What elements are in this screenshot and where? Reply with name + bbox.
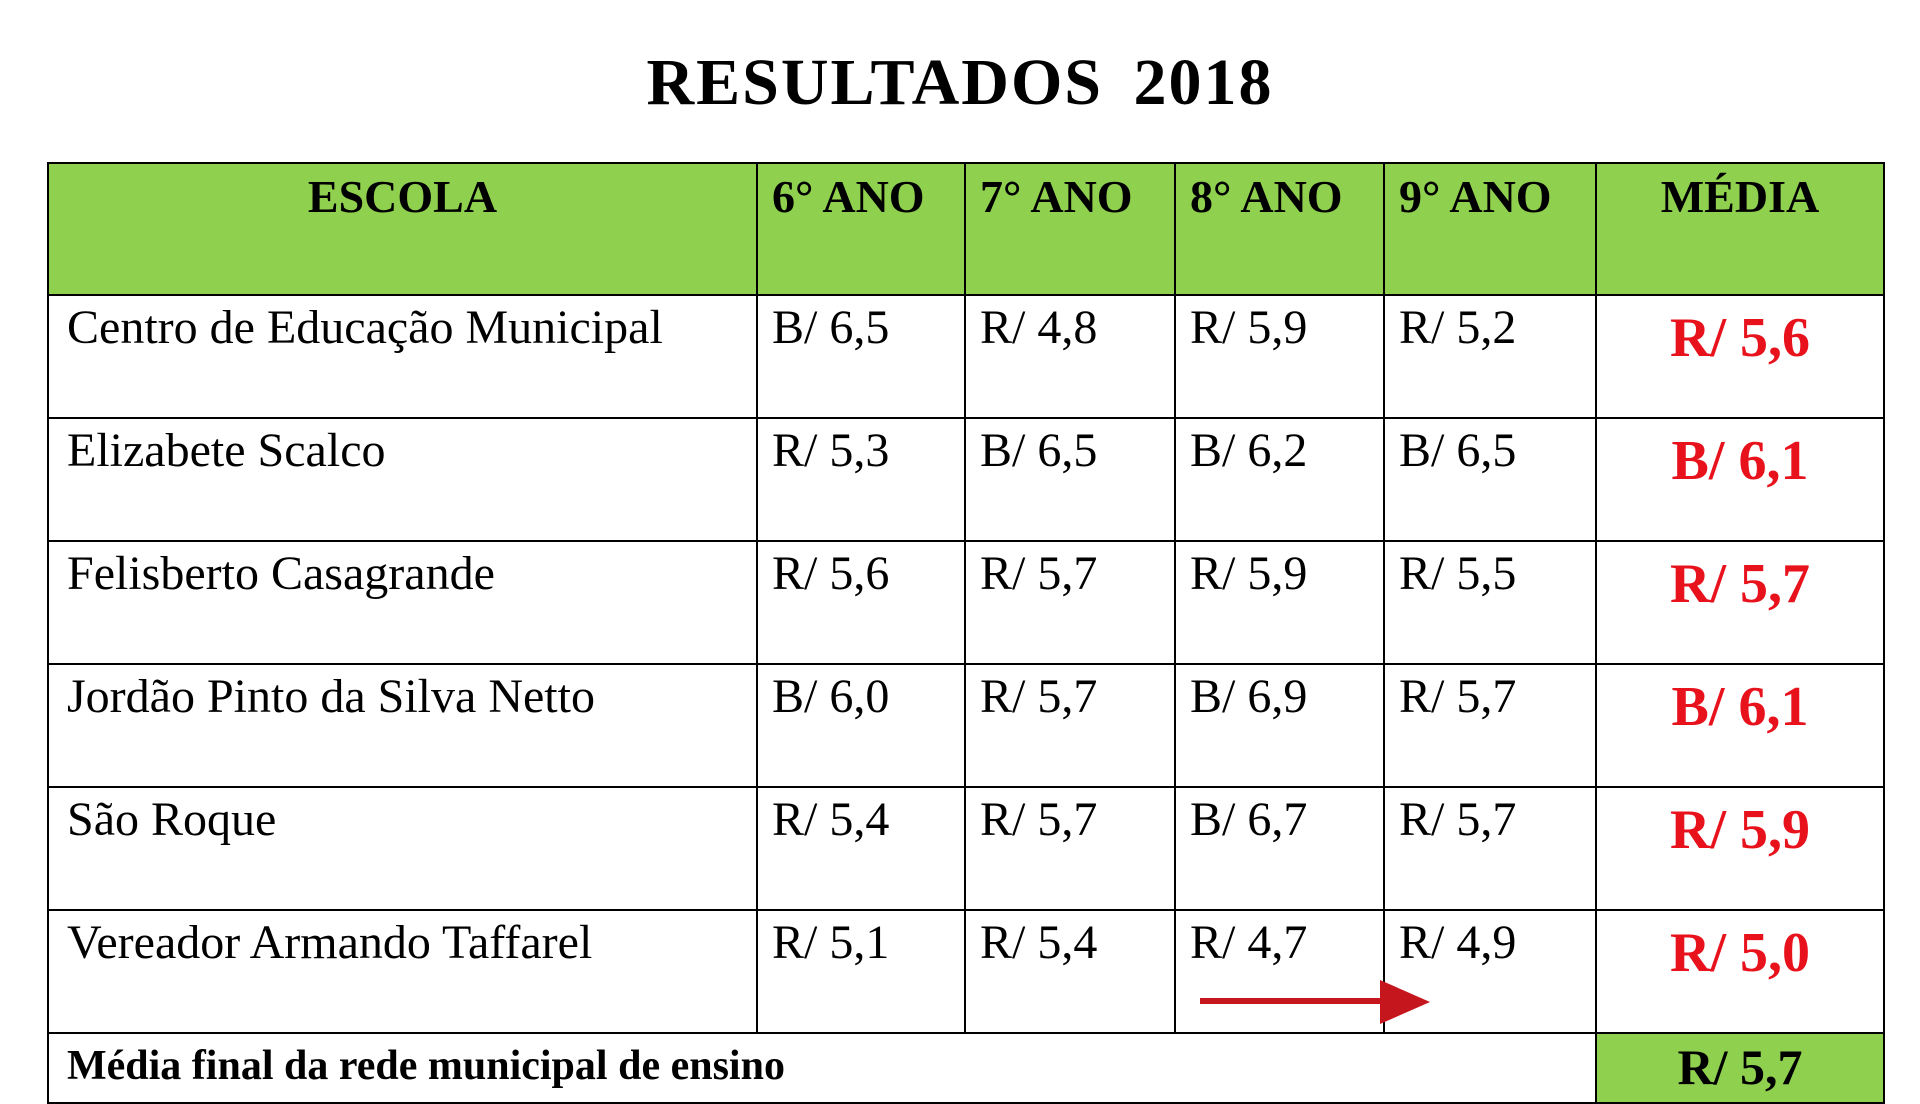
cell-9-ano: R/ 4,9 xyxy=(1384,910,1596,1033)
cell-7-ano: R/ 5,7 xyxy=(965,541,1175,664)
cell-8-ano: B/ 6,7 xyxy=(1175,787,1384,910)
cell-8-ano: R/ 5,9 xyxy=(1175,541,1384,664)
cell-7-ano: B/ 6,5 xyxy=(965,418,1175,541)
results-table xyxy=(47,162,1885,1104)
cell-9-ano: R/ 5,7 xyxy=(1384,664,1596,787)
cell-6-ano: R/ 5,1 xyxy=(757,910,965,1033)
cell-9-ano: B/ 6,5 xyxy=(1384,418,1596,541)
table-row xyxy=(48,541,1884,664)
cell-6-ano: R/ 5,3 xyxy=(757,418,965,541)
table-row xyxy=(48,418,1884,541)
cell-7-ano: R/ 5,4 xyxy=(965,910,1175,1033)
cell-escola: São Roque xyxy=(48,787,757,910)
header-6-ano: 6° ANO xyxy=(757,163,965,295)
cell-media: R/ 5,7 xyxy=(1596,541,1884,664)
cell-8-ano: R/ 4,7 xyxy=(1175,910,1384,1033)
cell-7-ano: R/ 5,7 xyxy=(965,787,1175,910)
header-9-ano: 9° ANO xyxy=(1384,163,1596,295)
page-title: RESULTADOS 2018 xyxy=(646,46,1274,119)
cell-9-ano: R/ 5,2 xyxy=(1384,295,1596,418)
table-footer-row xyxy=(48,1033,1884,1103)
cell-media: B/ 6,1 xyxy=(1596,664,1884,787)
arrow-line xyxy=(1200,998,1382,1004)
header-media: MÉDIA xyxy=(1596,163,1884,295)
arrow-right-icon xyxy=(1380,980,1430,1024)
cell-media: R/ 5,0 xyxy=(1596,910,1884,1033)
cell-7-ano: R/ 5,7 xyxy=(965,664,1175,787)
table-row xyxy=(48,910,1884,1033)
cell-media: R/ 5,6 xyxy=(1596,295,1884,418)
cell-6-ano: R/ 5,4 xyxy=(757,787,965,910)
table-header-row xyxy=(48,163,1884,295)
table-row xyxy=(48,664,1884,787)
cell-6-ano: R/ 5,6 xyxy=(757,541,965,664)
cell-escola: Felisberto Casagrande xyxy=(48,541,757,664)
cell-escola: Centro de Educação Municipal xyxy=(48,295,757,418)
cell-9-ano: R/ 5,5 xyxy=(1384,541,1596,664)
cell-8-ano: B/ 6,9 xyxy=(1175,664,1384,787)
cell-escola: Vereador Armando Taffarel xyxy=(48,910,757,1033)
cell-escola: Jordão Pinto da Silva Netto xyxy=(48,664,757,787)
table-row xyxy=(48,787,1884,910)
header-escola: ESCOLA xyxy=(48,163,757,295)
cell-7-ano: R/ 4,8 xyxy=(965,295,1175,418)
cell-media: R/ 5,9 xyxy=(1596,787,1884,910)
cell-media: B/ 6,1 xyxy=(1596,418,1884,541)
cell-6-ano: B/ 6,0 xyxy=(757,664,965,787)
footer-label: Média final da rede municipal de ensino xyxy=(48,1033,1596,1103)
cell-9-ano: R/ 5,7 xyxy=(1384,787,1596,910)
footer-value: R/ 5,7 xyxy=(1596,1033,1884,1103)
cell-escola: Elizabete Scalco xyxy=(48,418,757,541)
cell-6-ano: B/ 6,5 xyxy=(757,295,965,418)
header-8-ano: 8° ANO xyxy=(1175,163,1384,295)
header-7-ano: 7° ANO xyxy=(965,163,1175,295)
cell-8-ano: R/ 5,9 xyxy=(1175,295,1384,418)
table-row xyxy=(48,295,1884,418)
cell-8-ano: B/ 6,2 xyxy=(1175,418,1384,541)
